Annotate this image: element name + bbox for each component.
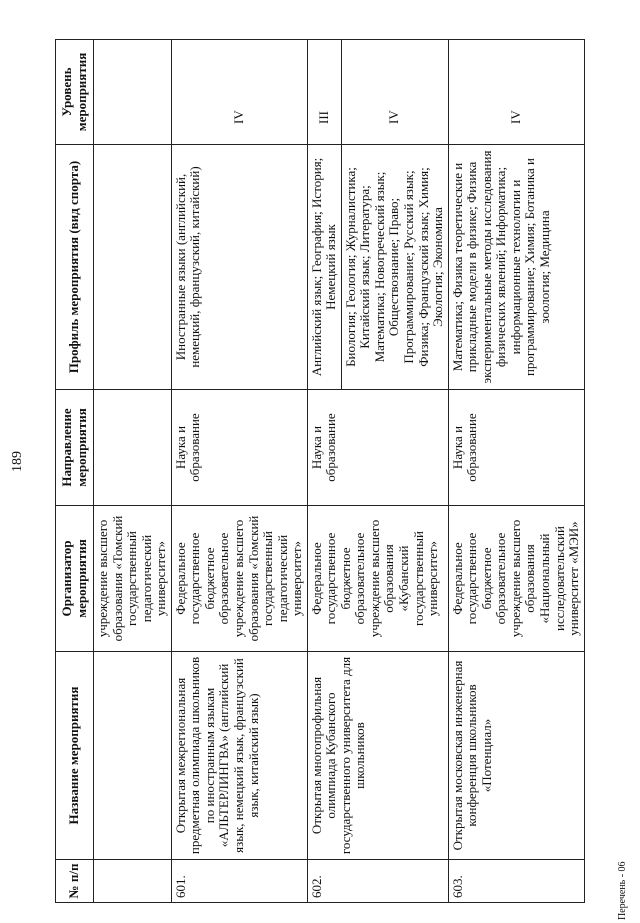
header-name: Название мероприятия — [56, 652, 94, 860]
cell-organizer: Федеральное государственное бюджетное образовательное учреждение высшего образования «Кубанский государственный университет» — [307, 506, 448, 652]
cell-num: 601. — [171, 860, 307, 903]
header-direction: Направление мероприятия — [56, 390, 94, 506]
header-profile: Профиль мероприятия (вид спорта) — [56, 145, 94, 390]
cell-level: IV — [341, 40, 448, 145]
cell-level: IV — [171, 40, 307, 145]
cell-name: Открытая межрегиональная предметная олимпиада школьников по иностранным языкам «АЛЬТЕРЛИНГВА» (английский язык, немецкий язык, французский язык, китайский язык) — [171, 652, 307, 860]
cell-organizer: Федеральное государственное бюджетное образовательное учреждение высшего образования «Томский государственный педагогический университет» — [171, 506, 307, 652]
cell-level: III — [307, 40, 341, 145]
cell-name: Открытая многопрофильная олимпиада Кубанского государственного университета для школьников — [307, 652, 448, 860]
table-row — [171, 40, 307, 903]
cell-organizer: учреждение высшего образования «Томский государственный педагогический университет» — [94, 506, 172, 652]
footer-note: Перечень - 06 — [617, 861, 628, 920]
cell-name: Открытая московская инженерная конференция школьников «Потенциал» — [448, 652, 584, 860]
events-table — [55, 39, 585, 903]
cell-profile: Английский язык; География; История; Немецкий язык — [307, 145, 341, 390]
cell-profile: Математика; Физика теоретические и прикладные модели в физике; Физика экспериментальные методы исследования физических явлений; Информатика; информационные технологии и программирование; Химия; Ботаника и зоология; Медицина — [448, 145, 584, 390]
page-number: 189 — [10, 451, 25, 472]
table-header-row — [56, 40, 94, 903]
table-row — [307, 40, 341, 903]
cell-num: 602. — [307, 860, 448, 903]
table-row-continuation — [94, 40, 172, 903]
cell-num: 603. — [448, 860, 584, 903]
cell-profile: Биология; Геология; Журналистика; Китайский язык; Литература; Математика; Новогреческий язык; Обществознание; Право; Программирование; Русский язык; Физика; Французский язык; Химия; Экология; Экономика — [341, 145, 448, 390]
cell-direction: Наука и образование — [171, 390, 307, 506]
header-level: Уровень мероприятия — [56, 40, 94, 145]
cell-organizer: Федеральное государственное бюджетное образовательное учреждение высшего образования «Национальный исследовательский университет «МЭИ» — [448, 506, 584, 652]
header-num: № п/п — [56, 860, 94, 903]
cell-direction: Наука и образование — [307, 390, 448, 506]
cell-direction: Наука и образование — [448, 390, 584, 506]
cell-profile: Иностранные языки (английский, немецкий, французский, китайский) — [171, 145, 307, 390]
cell-level: IV — [448, 40, 584, 145]
header-organizer: Организатор мероприятия — [56, 506, 94, 652]
table-row — [448, 40, 584, 903]
